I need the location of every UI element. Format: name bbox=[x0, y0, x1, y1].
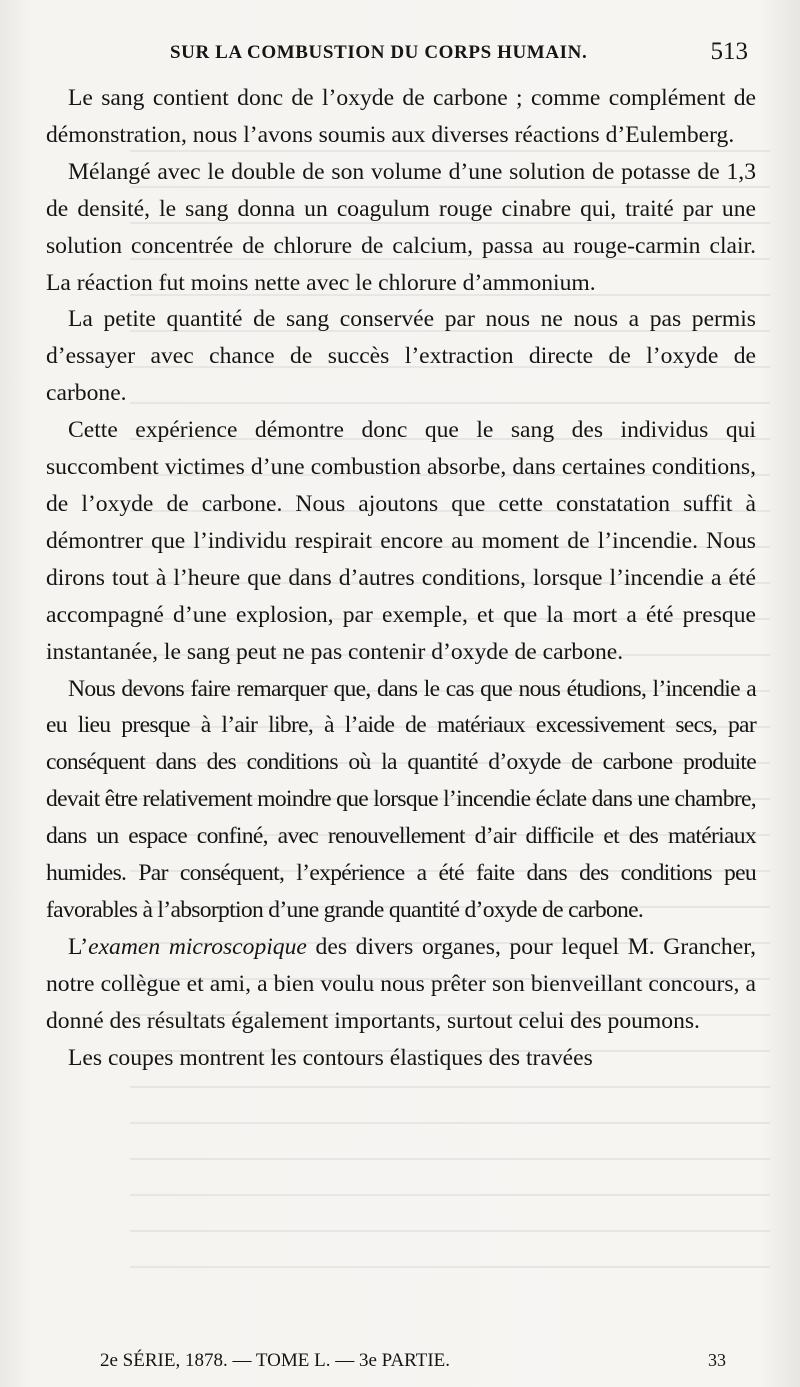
footer-signature: 33 bbox=[708, 1350, 726, 1370]
paragraph-4: Cette expérience démontre donc que le sang des individus qui succombent victimes d’une combustion absorbe, dans certaines conditions, de l’oxyde de carbone. Nous ajoutons que cette constatation suffit à démontrer que l’individu respirait encore au moment de l’incendie. Nous dirons tout à l’heure que dans d’autres conditions, lorsque l’incendie a été accompagné d’une explosion, par exemple, et que la mort a été presque instantanée, le sang peut ne pas contenir d’oxyde de carbone. bbox=[46, 417, 756, 665]
paragraph-2: Mélangé avec le double de son volume d’une solution de potasse de 1,3 de densité, le sang donna un coagulum rouge cinabre qui, traité par une solution concentrée de chlorure de calcium, passa au rouge-carmin clair. La réaction fut moins nette avec le chlorure d’ammonium. bbox=[46, 158, 756, 296]
page-footer bbox=[100, 1350, 726, 1378]
body-text bbox=[46, 80, 756, 1076]
paragraph-7: Les coupes montrent les contours élastiques des travées bbox=[68, 1044, 593, 1071]
paragraph-1: Le sang contient donc de l’oxyde de carbone ; comme complément de démonstration, nous l’avons soumis aux diverses réactions d’Eulemberg. bbox=[46, 85, 756, 148]
emphasis-examen-microscopique: examen microscopique bbox=[88, 933, 307, 960]
page-number: 513 bbox=[710, 38, 748, 65]
running-head bbox=[170, 38, 748, 70]
paragraph-3: La petite quantité de sang conservée par nous ne nous a pas permis d’essayer avec chance de succès l’extraction directe de l’oxyde de carbone. bbox=[46, 306, 756, 407]
running-title: SUR LA COMBUSTION DU CORPS HUMAIN. bbox=[170, 42, 588, 63]
paragraph-6-lead: L’ bbox=[68, 933, 89, 960]
footer-series: 2e SÉRIE, 1878. — TOME L. — 3e PARTIE. bbox=[100, 1350, 451, 1371]
paragraph-5: Nous devons faire remarquer que, dans le cas que nous étudions, l’incendie a eu lieu presque à l’air libre, à l’aide de matériaux excessivement secs, par conséquent dans des conditions où la quantité d’oxyde de carbone produite devait être relativement moindre que lorsque l’incendie éclate dans une chambre, dans un espace confiné, avec renouvellement d’air difficile et des matériaux humides. Par conséquent, l’expérience a été faite dans des conditions peu favorables à l’absorption d’une grande quantité d’oxyde de carbone. bbox=[46, 675, 756, 923]
paragraph-6 bbox=[46, 929, 756, 1040]
paragraph-6-text: des divers organes, pour lequel M. Grancher, notre collègue et ami, a bien voulu nous prêter son bienveillant concours, a donné des résultats également importants, surtout celui des poumons. bbox=[46, 933, 757, 1034]
